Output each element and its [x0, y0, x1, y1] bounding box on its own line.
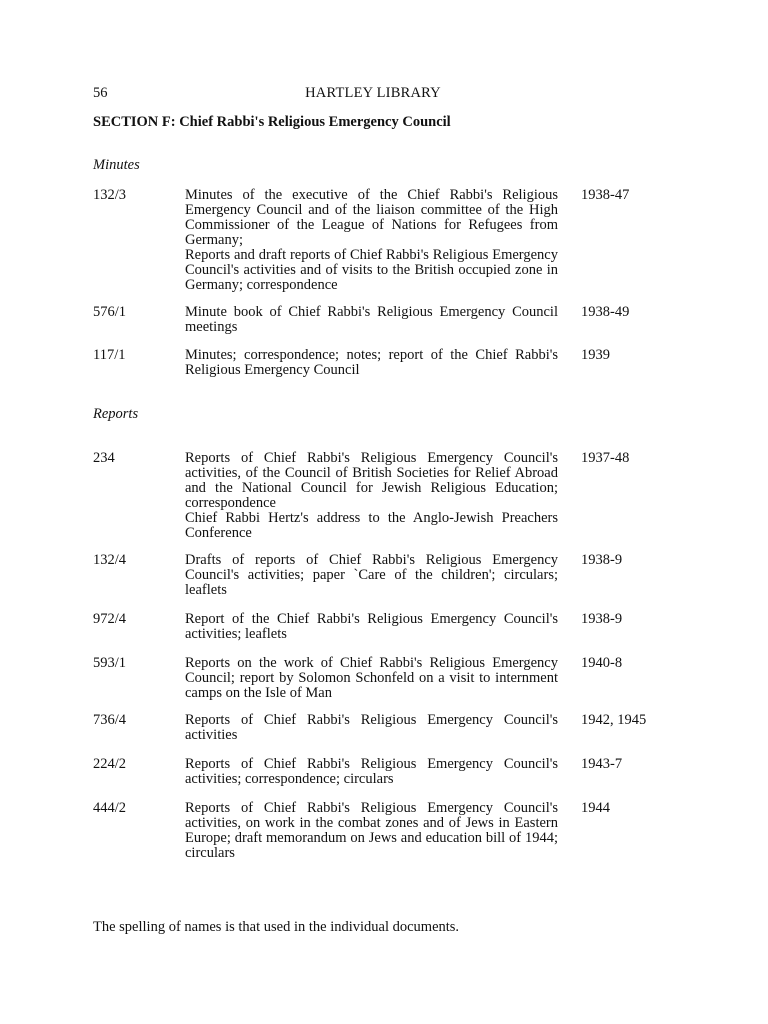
subhead-reports: Reports [93, 406, 139, 422]
entry-date: 1943-7 [581, 756, 623, 772]
entry-reference: 576/1 [93, 304, 127, 320]
entry-description [185, 713, 558, 743]
entry-reference: 117/1 [93, 347, 126, 363]
footnote: The spelling of names is that used in the individual documents. [93, 919, 460, 935]
entry-description [185, 305, 558, 335]
entry-date: 1938-47 [581, 187, 630, 203]
entry-reference: 224/2 [93, 756, 127, 772]
page-number: 56 [93, 85, 108, 101]
entry-description [185, 801, 558, 861]
entry-description [185, 451, 558, 541]
entry-description-paragraph: Reports of Chief Rabbi's Religious Emergency Council's activities; correspondence; circulars [185, 756, 558, 787]
section-title: SECTION F: Chief Rabbi's Religious Emergency Council [93, 114, 451, 130]
entry-description [185, 656, 558, 701]
entry-reference: 234 [93, 450, 115, 466]
entry-description-paragraph: Reports of Chief Rabbi's Religious Emergency Council's activities, of the Council of British Societies for Relief Abroad and the National Council for Jewish Religious Education; correspondence [185, 450, 558, 511]
entry-description-paragraph: Chief Rabbi Hertz's address to the Anglo-Jewish Preachers Conference [185, 510, 558, 541]
entry-date: 1940-8 [581, 655, 623, 671]
entry-reference: 444/2 [93, 800, 127, 816]
entry-reference: 736/4 [93, 712, 127, 728]
entry-date: 1938-49 [581, 304, 630, 320]
entry-description [185, 348, 558, 378]
entry-description [185, 757, 558, 787]
entry-reference: 132/3 [93, 187, 127, 203]
entry-description [185, 188, 558, 293]
entry-description-paragraph: Minute book of Chief Rabbi's Religious Emergency Council meetings [185, 304, 558, 335]
page-header [93, 86, 653, 102]
entry-description-paragraph: Reports on the work of Chief Rabbi's Religious Emergency Council; report by Solomon Schonfeld on a visit to internment camps on the Isle of Man [185, 655, 558, 701]
entry-description-paragraph: Reports of Chief Rabbi's Religious Emergency Council's activities [185, 712, 558, 743]
subhead-minutes: Minutes [93, 157, 140, 173]
entry-description-paragraph: Minutes of the executive of the Chief Rabbi's Religious Emergency Council and of the liaison committee of the High Commissioner of the League of Nations for Refugees from Germany; [185, 187, 558, 248]
entry-description-paragraph: Reports and draft reports of Chief Rabbi's Religious Emergency Council's activities and of visits to the British occupied zone in Germany; correspondence [185, 247, 558, 293]
entry-reference: 132/4 [93, 552, 127, 568]
entry-description [185, 553, 558, 598]
entry-description-paragraph: Drafts of reports of Chief Rabbi's Religious Emergency Council's activities; paper `Care of the children'; circulars; leaflets [185, 552, 558, 598]
entry-date: 1944 [581, 800, 610, 816]
entry-description [185, 612, 558, 642]
entry-description-paragraph: Minutes; correspondence; notes; report of the Chief Rabbi's Religious Emergency Council [185, 347, 558, 378]
entry-date: 1938-9 [581, 611, 623, 627]
entry-reference: 972/4 [93, 611, 127, 627]
entry-reference: 593/1 [93, 655, 127, 671]
entry-date: 1937-48 [581, 450, 630, 466]
entry-description-paragraph: Reports of Chief Rabbi's Religious Emergency Council's activities, on work in the combat zones and of Jews in Eastern Europe; draft memorandum on Jews and education bill of 1944; circulars [185, 800, 558, 861]
entry-date: 1942, 1945 [581, 712, 647, 728]
entry-date: 1938-9 [581, 552, 623, 568]
entry-date: 1939 [581, 347, 610, 363]
entry-description-paragraph: Report of the Chief Rabbi's Religious Emergency Council's activities; leaflets [185, 611, 558, 642]
running-title: HARTLEY LIBRARY [305, 85, 441, 101]
